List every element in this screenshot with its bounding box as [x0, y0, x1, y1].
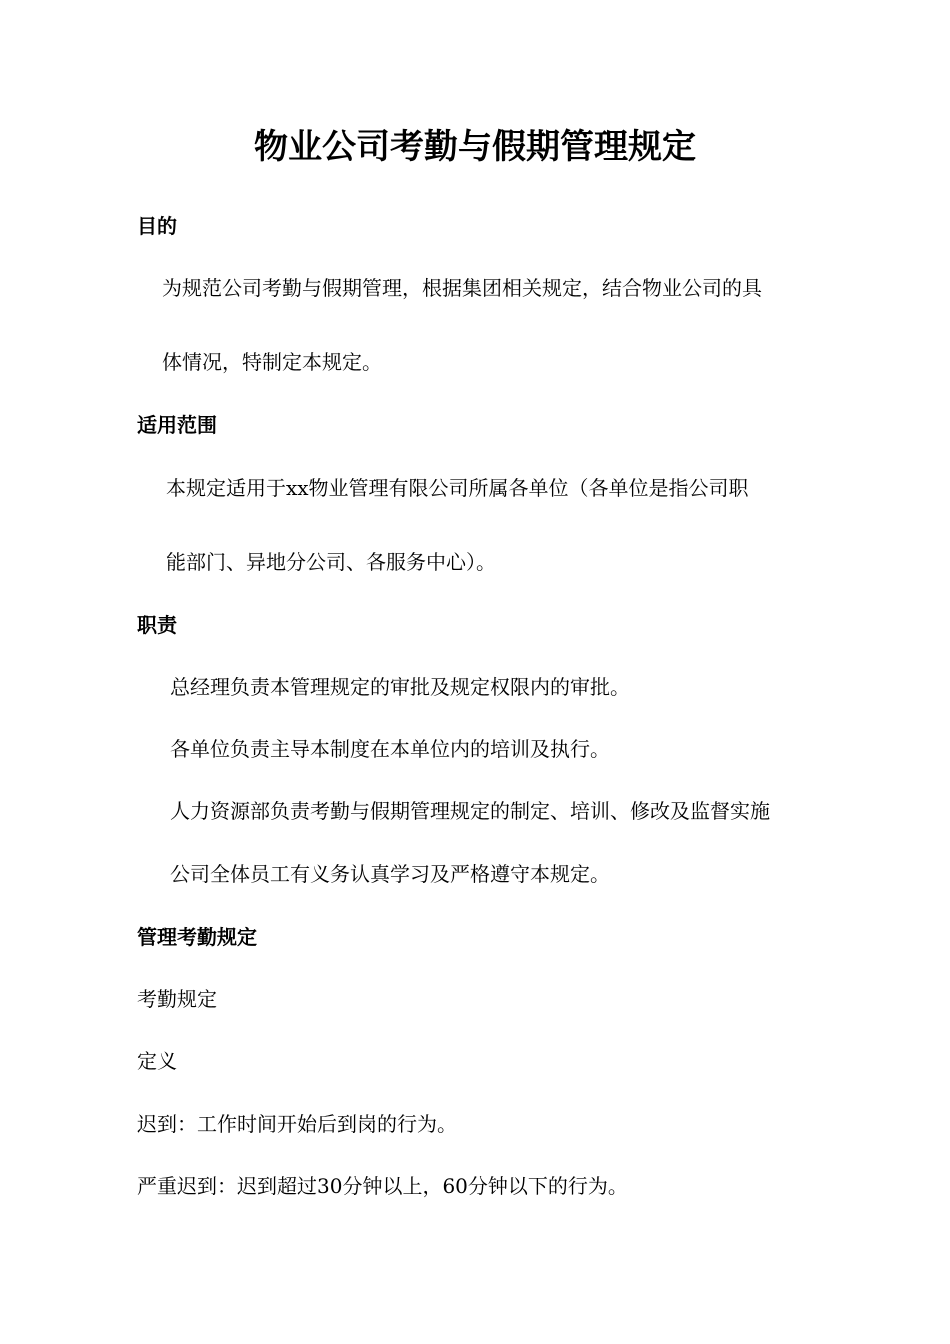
purpose-text-line-2: 体情况，特制定本规定。	[162, 350, 382, 374]
attendance-subheading: 考勤规定	[137, 987, 217, 1011]
duty-item: 人力资源部负责考勤与假期管理规定的制定、培训、修改及监督实施	[170, 799, 770, 823]
section-heading-scope: 适用范围	[137, 413, 217, 437]
definition-item: 严重迟到：迟到超过30分钟以上，60分钟以下的行为。	[137, 1174, 628, 1198]
duty-item: 总经理负责本管理规定的审批及规定权限内的审批。	[170, 675, 630, 699]
section-heading-attendance: 管理考勤规定	[137, 925, 257, 949]
section-heading-duties: 职责	[137, 613, 177, 637]
scope-text-line-2: 能部门、异地分公司、各服务中心）。	[166, 550, 496, 574]
section-heading-purpose: 目的	[137, 214, 177, 238]
purpose-text-line-1: 为规范公司考勤与假期管理，根据集团相关规定，结合物业公司的具	[162, 276, 762, 300]
document-title: 物业公司考勤与假期管理规定	[254, 127, 696, 167]
duty-item: 公司全体员工有义务认真学习及严格遵守本规定。	[170, 862, 610, 886]
scope-text-line-1: 本规定适用于xx物业管理有限公司所属各单位（各单位是指公司职	[166, 476, 749, 500]
duty-item: 各单位负责主导本制度在本单位内的培训及执行。	[170, 737, 610, 761]
definition-item: 迟到：工作时间开始后到岗的行为。	[137, 1112, 457, 1136]
definition-label: 定义	[137, 1049, 177, 1073]
